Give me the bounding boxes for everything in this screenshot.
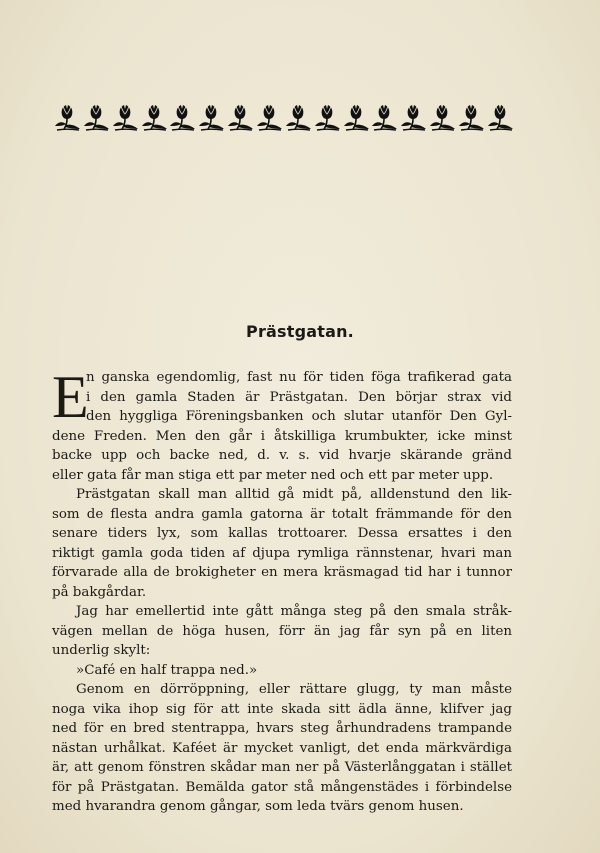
tulip-ornament <box>141 102 168 132</box>
text-line: riktigt gamla goda tiden af djupa rymliga rännstenar, hvari man <box>52 545 512 561</box>
text-line: underlig skylt: <box>52 643 151 658</box>
text-line: ned för en bred stentrappa, hvars steg århundradens trampande <box>52 721 512 736</box>
tulip-ornament <box>54 102 81 132</box>
text-line: den hyggliga Föreningsbanken och slutar utanför Den Gyl- <box>86 409 512 424</box>
text-line: med hvarandra genom gångar, som leda tvärs genom husen. <box>52 799 464 814</box>
text-line: vägen mellan de höga husen, förr än jag får syn på en liten <box>52 623 512 639</box>
text-line: n ganska egendomlig, fast nu för tiden föga trafikerad gata <box>86 370 512 385</box>
text-line: eller gata får man stiga ett par meter ned och ett par meter upp. <box>52 467 494 483</box>
text-line: förvarade alla de brokigheter en mera kräsmagad tid har i tunnor <box>52 565 512 580</box>
tulip-ornament <box>169 102 196 132</box>
text-line: som de flesta andra gamla gatorna är totalt främmande för den <box>52 506 512 522</box>
tulip-ornament <box>429 102 456 132</box>
tulip-ornament <box>458 102 485 132</box>
text-line: för på Prästgatan. Bemälda gator stå mångenstädes i förbindelse <box>52 779 512 795</box>
tulip-ornament <box>314 102 341 132</box>
text-line: nästan urhålkat. Kaféet är mycket vanligt, det enda märkvärdiga <box>52 740 512 756</box>
drop-cap: E <box>52 364 89 430</box>
tulip-ornament <box>227 102 254 132</box>
tulip-ornament <box>112 102 139 132</box>
text-line: i den gamla Staden är Prästgatan. Den börjar strax vid <box>86 389 512 405</box>
text-line: noga vika ihop sig för att inte skada sitt ädla änne, klifver jag <box>52 701 512 717</box>
tulip-ornament <box>285 102 312 132</box>
chapter-title: Prästgatan. <box>246 322 354 341</box>
body-text <box>52 364 512 817</box>
text-line: backe upp och backe ned, d. v. s. vid hvarje skärande gränd <box>52 448 512 463</box>
text-line: Jag har emellertid inte gått många steg på den smala stråk- <box>76 604 512 619</box>
tulip-ornament <box>83 102 110 132</box>
tulip-ornament <box>198 102 225 132</box>
tulip-ornament <box>371 102 398 132</box>
text-line: Genom en dörröppning, eller rättare glugg, ty man måste <box>76 682 512 697</box>
ornament-border <box>54 100 514 132</box>
text-line: senare tiders lyx, som kallas trottoarer. Dessa ersattes i den <box>52 526 512 541</box>
text-line: dene Freden. Men den går i åtskilliga krumbukter, icke minst <box>52 428 512 444</box>
text-line: på bakgårdar. <box>52 584 147 600</box>
tulip-ornament <box>343 102 370 132</box>
tulip-ornament <box>400 102 427 132</box>
text-line: Prästgatan skall man alltid gå midt på, alldenstund den lik- <box>76 487 512 502</box>
tulip-ornament <box>487 102 514 132</box>
tulip-ornament <box>256 102 283 132</box>
text-line: är, att genom fönstren skådar man ner på Västerlånggatan i stället <box>52 760 512 775</box>
text-line: »Café en half trappa ned.» <box>76 662 258 678</box>
